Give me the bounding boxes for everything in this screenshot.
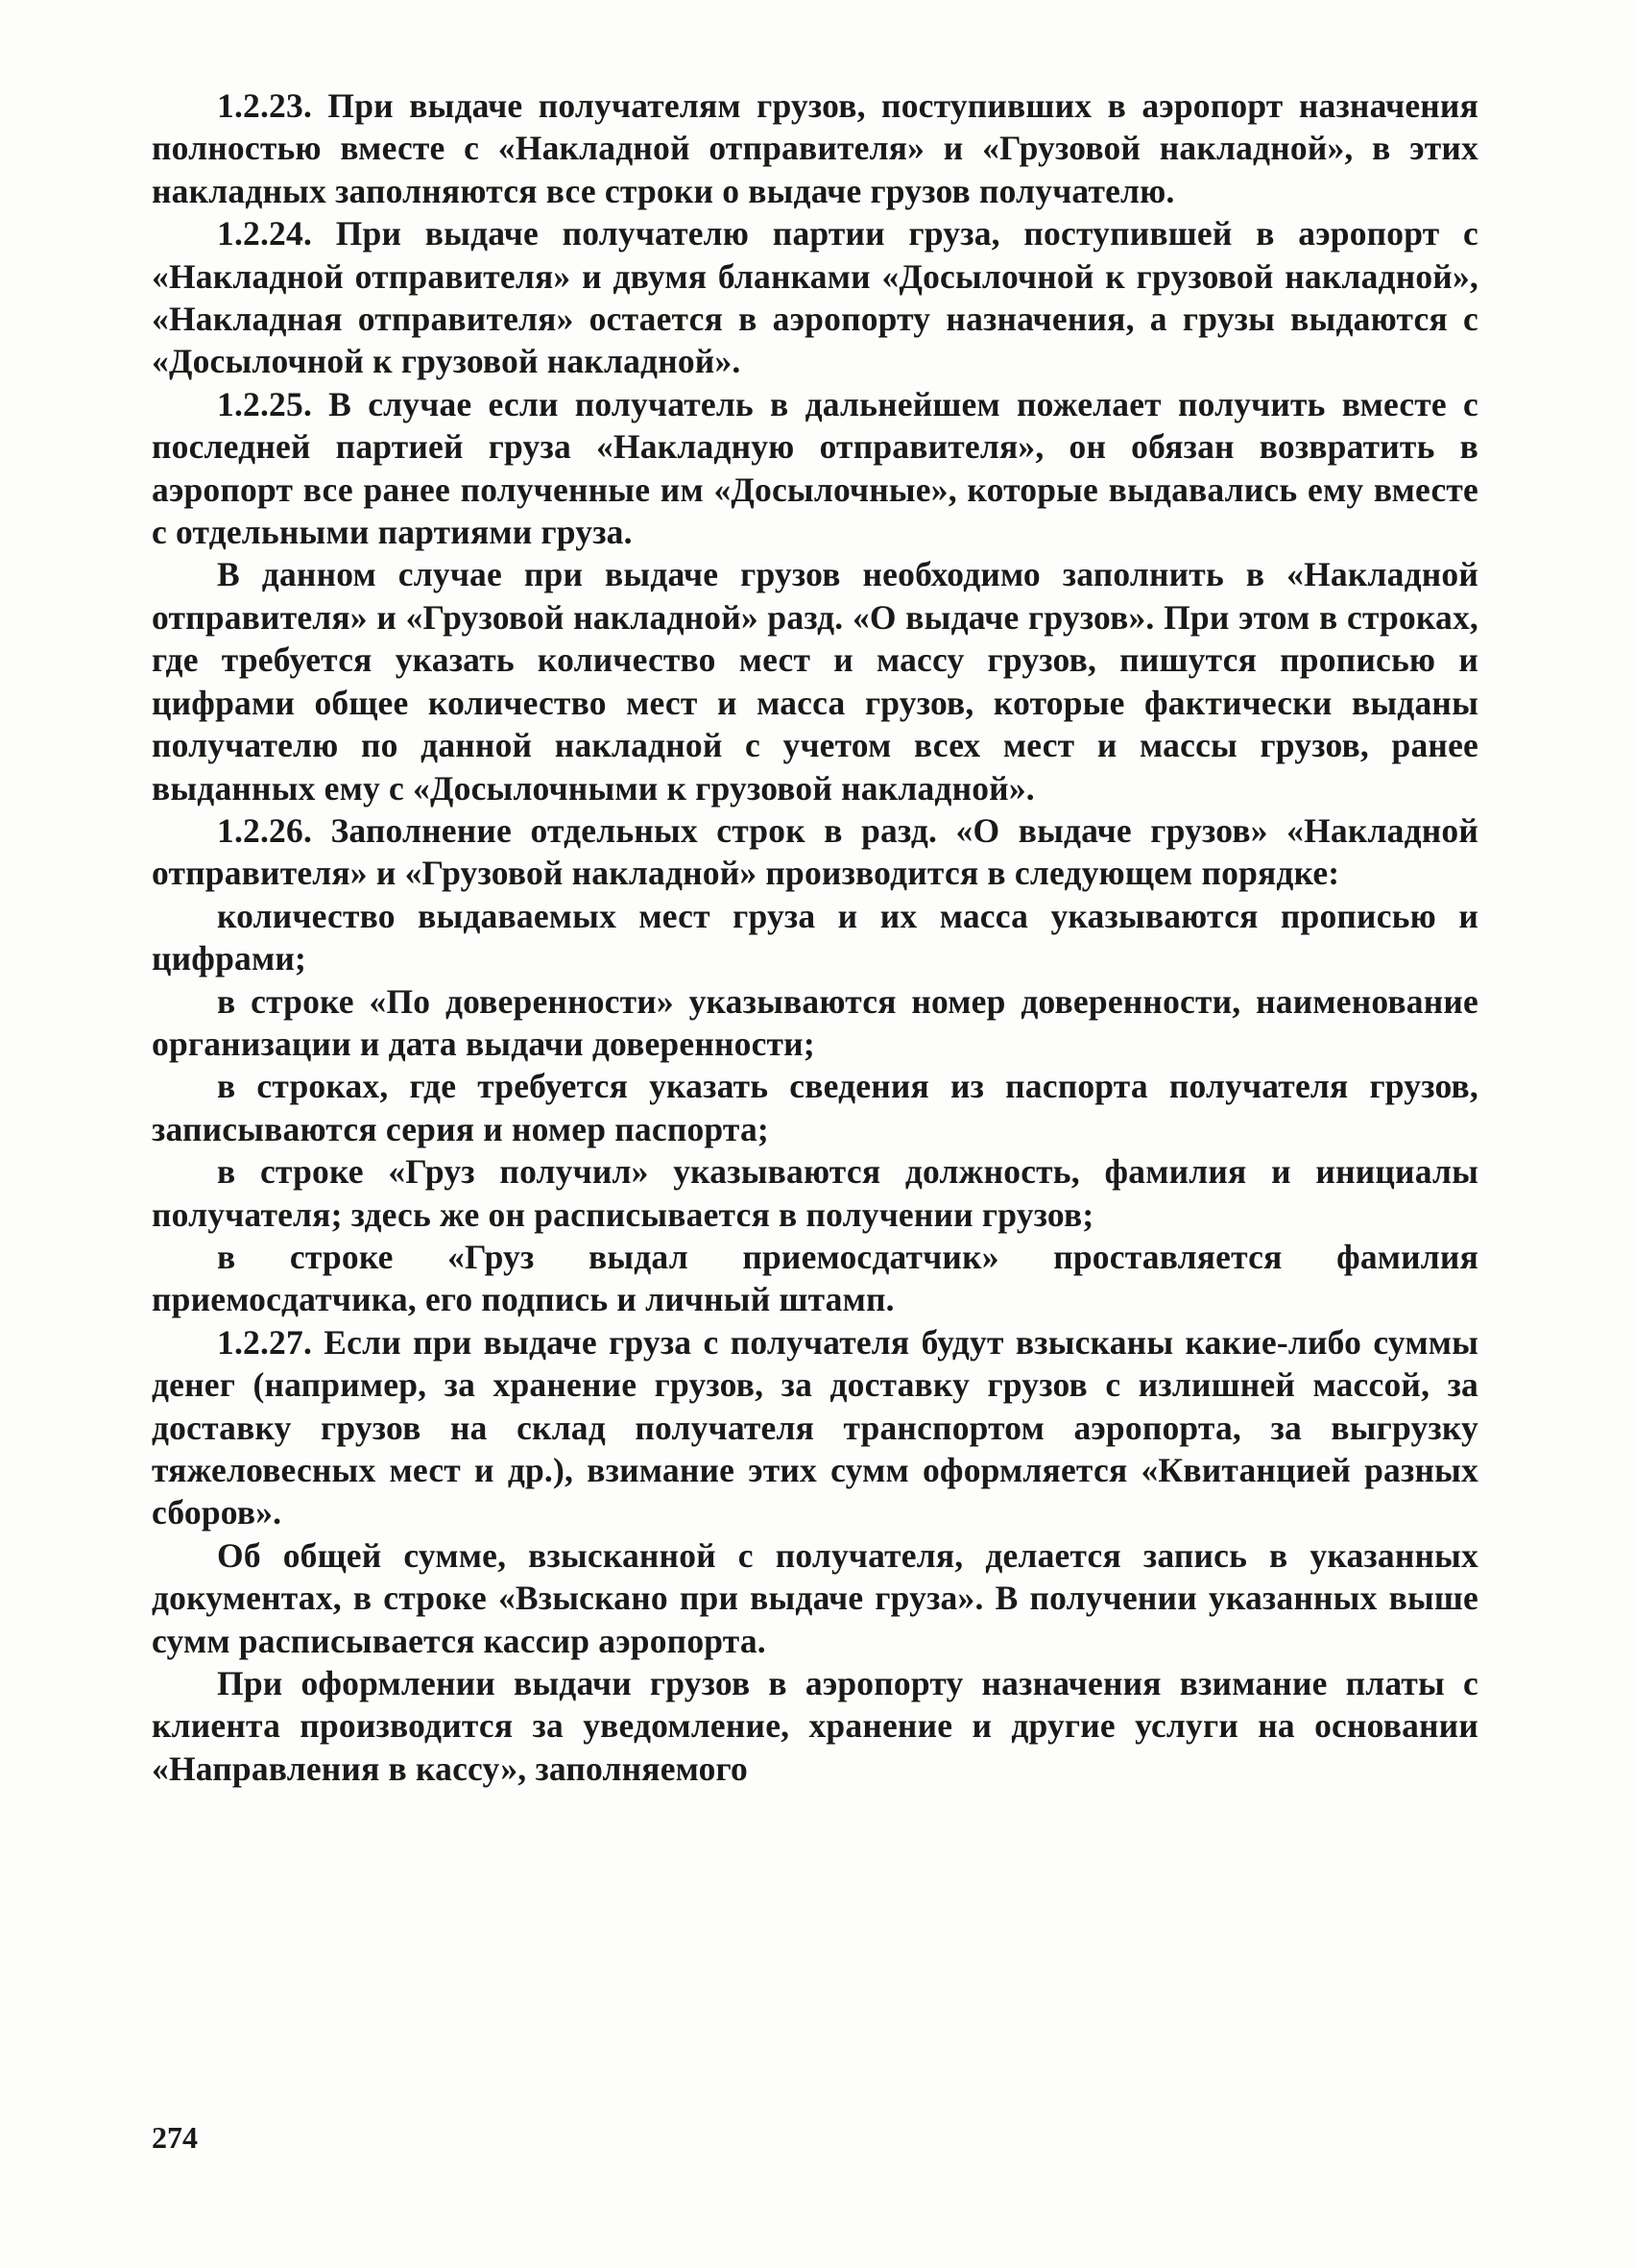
paragraph-1-2-24: 1.2.24. При выдаче получателю партии груза, поступившей в аэропорт с «Накладной отправителя» и двумя бланками «Досылочной к грузовой накладной», «Накладная отправителя» остается в аэропорту назначения, а грузы выдаются с «Досылочной к грузовой накладной». [152,214,1478,381]
paragraph-1-2-26: 1.2.26. Заполнение отдельных строк в разд. «О выдаче грузов» «Накладной отправителя» и «Грузовой накладной» производится в следующем порядке: [152,810,1478,893]
text-column [152,84,1478,1790]
paragraph-total-sum: Об общей сумме, взысканной с получателя, делается запись в указанных документах, в строке «Взыскано при выдаче груза». В получении указанных выше сумм расписывается кассир аэропорта. [152,1535,1478,1660]
list-item-cargo-issued: в строке «Груз выдал приемосдатчик» проставляется фамилия приемосдатчика, его подпись и личный штамп. [152,1237,1478,1319]
paragraph-1-2-25-continued: В данном случае при выдаче грузов необходимо заполнить в «Накладной отправителя» и «Грузовой накладной» разд. «О выдаче грузов». При этом в строках, где требуется указать количество мест и массу грузов, пишутся прописью и цифрами общее количество мест и масса грузов, которые фактически выданы получателю по данной накладной с учетом всех мест и массы грузов, ранее выданных ему с «Досылочными к грузовой накладной». [152,555,1478,808]
list-item-power-of-attorney: в строке «По доверенности» указываются номер доверенности, наименование организации и дата выдачи доверенности; [152,981,1478,1063]
page-number: 274 [152,2120,198,2155]
paragraph-1-2-25: 1.2.25. В случае если получатель в дальнейшем пожелает получить вместе с последней партией груза «Накладную отправителя», он обязан возвратить в аэропорт все ранее полученные им «Досылочные», которые выдавались ему вместе с отдельными партиями груза. [152,384,1478,552]
list-item-quantity: количество выдаваемых мест груза и их масса указываются прописью и цифрами; [152,896,1478,978]
paragraph-payment: При оформлении выдачи грузов в аэропорту назначения взимание платы с клиента производится за уведомление, хранение и другие услуги на основании «Направления в кассу», заполняемого [152,1664,1478,1788]
list-item-cargo-received: в строке «Груз получил» указываются должность, фамилия и инициалы получателя; здесь же он расписывается в получении грузов; [152,1152,1478,1234]
paragraph-1-2-27: 1.2.27. Если при выдаче груза с получателя будут взысканы какие-либо суммы денег (например, за хранение грузов, за доставку грузов с излишней массой, за доставку грузов на склад получателя транспортом аэропорта, за выгрузку тяжеловесных мест и др.), взимание этих сумм оформляется «Квитанцией разных сборов». [152,1322,1478,1532]
paragraph-1-2-23: 1.2.23. При выдаче получателям грузов, поступивших в аэропорт назначения полностью вместе с «Накладной отправителя» и «Грузовой накладной», в этих накладных заполняются все строки о выдаче грузов получателю. [152,86,1478,210]
list-item-passport: в строках, где требуется указать сведения из паспорта получателя грузов, записываются серия и номер паспорта; [152,1067,1478,1148]
